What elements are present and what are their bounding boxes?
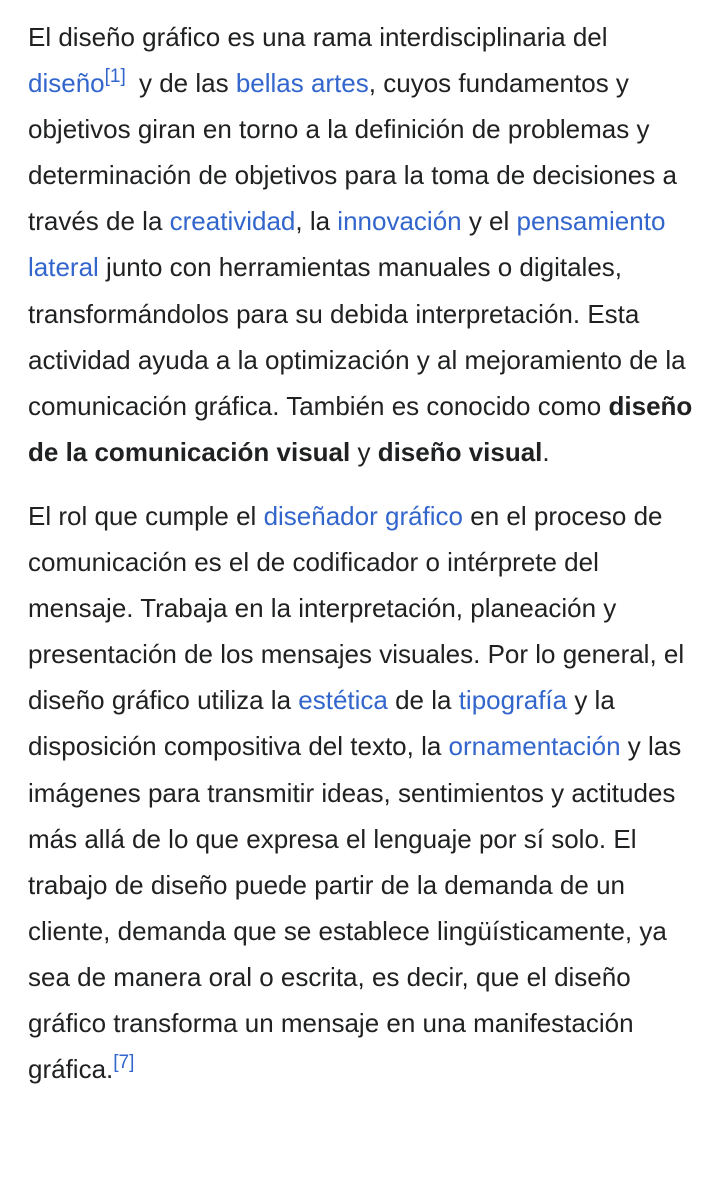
reference-1-link[interactable]: [1]	[104, 66, 126, 88]
text-run: , cuyos fundamentos y objetivos giran en torno a la definición de problemas y determinación de objetivos para la toma de decisiones a través de la	[28, 68, 677, 237]
paragraph-intro	[28, 14, 697, 475]
text-run: y el	[461, 206, 517, 237]
link-tipografia[interactable]: tipografía	[458, 685, 568, 716]
link-disenador-grafico[interactable]: diseñador gráfico	[263, 500, 464, 531]
link-innovacion[interactable]: innovación	[337, 206, 462, 237]
link-ornamentacion[interactable]: ornamentación	[448, 731, 621, 762]
reference-7-link[interactable]: [7]	[113, 1052, 135, 1074]
text-run: y la disposición compositiva del texto, la	[28, 685, 615, 762]
link-diseno[interactable]: diseño	[28, 68, 105, 99]
link-pensamiento-lateral[interactable]: pensamiento lateral	[28, 206, 666, 283]
text-run: El rol que cumple el	[28, 500, 264, 531]
text-run: junto con herramientas manuales o digitales, transformándolos para su debida interpretación. Esta actividad ayuda a la optimización y al mejoramiento de la comunicación gráfica. También es conocido como	[28, 252, 686, 421]
link-bellas-artes[interactable]: bellas artes	[235, 68, 369, 99]
text-run: y las imágenes para transmitir ideas, sentimientos y actitudes más allá de lo que expresa el lenguaje por sí solo. El trabajo de diseño puede partir de la demanda de un cliente, demanda que se establece lingüísticamente, ya sea de manera oral o escrita, es decir, que el diseño gráfico transforma un mensaje en una manifestación gráfica.	[28, 731, 682, 1085]
bold-term-communication-design: diseño de la comunicación visual	[28, 390, 693, 467]
reference-1[interactable]	[105, 66, 126, 87]
reference-7[interactable]	[113, 1052, 134, 1073]
text-run: .	[542, 436, 550, 467]
text-run: El diseño gráfico es una rama interdisciplinaria del	[28, 22, 608, 52]
link-estetica[interactable]: estética	[298, 685, 388, 716]
text-run: , la	[295, 206, 338, 237]
bold-term-visual-design: diseño visual	[377, 436, 543, 467]
paragraph-role	[28, 493, 697, 1092]
text-run: de la	[387, 685, 459, 716]
link-creatividad[interactable]: creatividad	[169, 206, 296, 237]
text-run: y de las	[131, 68, 236, 99]
text-run: y	[350, 436, 378, 467]
text-run: en el proceso de comunicación es el de codificador o intérprete del mensaje. Trabaja en la interpretación, planeación y presentación de los mensajes visuales. Por lo general, el diseño gráfico utiliza la	[28, 500, 685, 716]
